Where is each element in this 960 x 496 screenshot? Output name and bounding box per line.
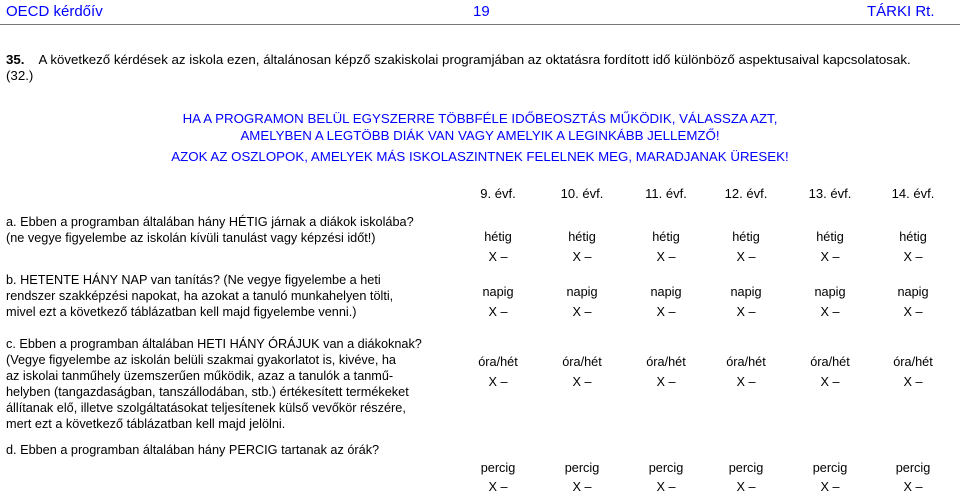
unit-label: hétig [816, 230, 844, 244]
answer-cell[interactable] [878, 460, 948, 496]
no-answer-mark[interactable]: X – [820, 305, 840, 319]
question-text [6, 52, 951, 84]
row-a-label: a. Ebben a programban általában hány HÉTIG járnak a diákok iskolába? (ne vegye figyelembe az iskolán kívüli tanulást vagy képzési időt!) [6, 215, 414, 245]
answer-cell[interactable] [878, 284, 948, 321]
answer-cell[interactable] [795, 284, 865, 321]
unit-label: óra/hét [726, 355, 766, 369]
answer-cell[interactable] [711, 229, 781, 266]
answer-cell[interactable] [463, 284, 533, 321]
no-answer-mark[interactable]: X – [656, 375, 676, 389]
answer-cell[interactable] [711, 284, 781, 321]
no-answer-mark[interactable]: X – [903, 305, 923, 319]
no-answer-mark[interactable]: X – [488, 480, 508, 494]
question-body: A következő kérdések az iskola ezen, általánosan képző szakiskolai programjában az oktatásra fordított idő különböző aspektusaival kapcsolatosak. [38, 52, 911, 67]
no-answer-mark[interactable]: X – [488, 375, 508, 389]
question-number: 35. [6, 52, 25, 67]
answer-cell[interactable] [547, 284, 617, 321]
unit-label: percig [480, 461, 516, 475]
no-answer-mark[interactable]: X – [903, 480, 923, 494]
answer-cell[interactable] [795, 460, 865, 496]
column-header: 11. évf. [645, 186, 687, 201]
unit-label: óra/hét [478, 355, 518, 369]
column-header: 14. évf. [891, 186, 935, 201]
unit-label: óra/hét [810, 355, 850, 369]
no-answer-mark[interactable]: X – [736, 250, 756, 264]
unit-label: napig [814, 285, 846, 299]
unit-label: napig [650, 285, 682, 299]
instruction-line-1: HA A PROGRAMON BELÜL EGYSZERRE TÖBBFÉLE IDŐBEOSZTÁS MŰKÖDIK, VÁLASSZA AZT, [182, 111, 778, 126]
unit-label: percig [812, 461, 848, 475]
answer-cell[interactable] [878, 229, 948, 266]
no-answer-mark[interactable]: X – [656, 480, 676, 494]
column-header: 12. évf. [724, 186, 768, 201]
header-left: OECD kérdőív [6, 3, 103, 20]
no-answer-mark[interactable]: X – [572, 480, 592, 494]
no-answer-mark[interactable]: X – [656, 250, 676, 264]
answer-cell[interactable] [547, 354, 617, 391]
unit-label: hétig [484, 230, 512, 244]
row-b-label: b. HETENTE HÁNY NAP van tanítás? (Ne vegye figyelembe a heti rendszer szakképzési napokat, ha azokat a tanuló munkahelyen tölti, mivel ezt a következő táblázatban kell majd figyelembe venni.) [6, 273, 394, 319]
unit-label: napig [482, 285, 514, 299]
row-d-label: d. Ebben a programban általában hány PERCIG tartanak az órák? [6, 443, 380, 457]
unit-label: óra/hét [646, 355, 686, 369]
unit-label: óra/hét [893, 355, 933, 369]
no-answer-mark[interactable]: X – [572, 375, 592, 389]
answer-cell[interactable] [631, 354, 701, 391]
answer-cell[interactable] [547, 229, 617, 266]
no-answer-mark[interactable]: X – [903, 375, 923, 389]
answer-cell[interactable] [463, 460, 533, 496]
no-answer-mark[interactable]: X – [488, 305, 508, 319]
header-right: TÁRKI Rt. [867, 3, 935, 20]
answer-cell[interactable] [631, 284, 701, 321]
unit-label: hétig [899, 230, 927, 244]
page-number: 19 [473, 3, 490, 20]
unit-label: napig [730, 285, 762, 299]
no-answer-mark[interactable]: X – [820, 250, 840, 264]
no-answer-mark[interactable]: X – [572, 305, 592, 319]
answer-cell[interactable] [463, 229, 533, 266]
unit-label: napig [566, 285, 598, 299]
no-answer-mark[interactable]: X – [820, 375, 840, 389]
answer-cell[interactable] [878, 354, 948, 391]
answer-cell[interactable] [631, 460, 701, 496]
answer-cell[interactable] [795, 354, 865, 391]
answer-cell[interactable] [711, 460, 781, 496]
no-answer-mark[interactable]: X – [572, 250, 592, 264]
no-answer-mark[interactable]: X – [903, 250, 923, 264]
instruction-line-2: AMELYBEN A LEGTÖBB DIÁK VAN VAGY AMELYIK A LEGINKÁBB JELLEMZŐ! [240, 128, 720, 143]
no-answer-mark[interactable]: X – [736, 480, 756, 494]
column-header: 9. évf. [480, 186, 516, 201]
answer-cell[interactable] [547, 460, 617, 496]
unit-label: hétig [568, 230, 596, 244]
header-rule [0, 24, 960, 25]
unit-label: óra/hét [562, 355, 602, 369]
column-header: 13. évf. [808, 186, 852, 201]
answer-cell[interactable] [631, 229, 701, 266]
no-answer-mark[interactable]: X – [488, 250, 508, 264]
row-c-label: c. Ebben a programban általában HETI HÁNY ÓRÁJUK van a diákoknak? (Vegye figyelembe az iskolán belüli szakmai gyakorlatot is, kivéve, ha az iskolai tanműhely üzemszerűen működik, azaz a tanulók a tanmű- helyben (tangazdaságban, tanszállodában, stb.) értékesített termékeket állítanak elő, illetve szolgáltatásokat teljesítenek külső vevőkör részére, mert ezt a következő táblázatban kell majd jelölni. [6, 337, 422, 431]
question-ref: (32.) [6, 68, 34, 83]
column-header: 10. évf. [560, 186, 604, 201]
unit-label: percig [564, 461, 600, 475]
no-answer-mark[interactable]: X – [656, 305, 676, 319]
unit-label: percig [895, 461, 931, 475]
answer-cell[interactable] [795, 229, 865, 266]
no-answer-mark[interactable]: X – [736, 305, 756, 319]
answer-cell[interactable] [711, 354, 781, 391]
unit-label: hétig [732, 230, 760, 244]
answer-cell[interactable] [463, 354, 533, 391]
instruction-line-3: AZOK AZ OSZLOPOK, AMELYEK MÁS ISKOLASZINTNEK FELELNEK MEG, MARADJANAK ÜRESEK! [171, 149, 789, 164]
unit-label: percig [648, 461, 684, 475]
unit-label: hétig [652, 230, 680, 244]
unit-label: napig [897, 285, 929, 299]
page-header [0, 0, 960, 26]
unit-label: percig [728, 461, 764, 475]
no-answer-mark[interactable]: X – [736, 375, 756, 389]
no-answer-mark[interactable]: X – [820, 480, 840, 494]
